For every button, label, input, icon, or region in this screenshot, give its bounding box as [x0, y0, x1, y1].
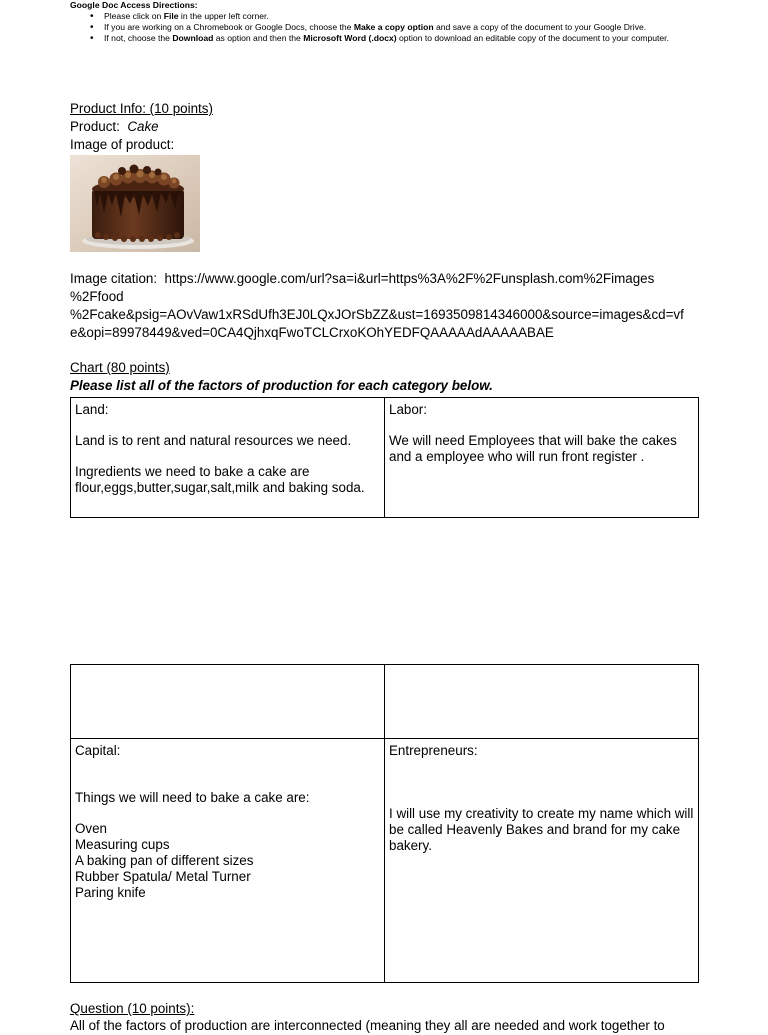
labor-cell — [385, 398, 699, 518]
citation-line — [70, 270, 700, 288]
list-item: Oven — [75, 821, 108, 836]
product-value: Cake — [127, 119, 159, 134]
capital-label: Capital: — [75, 743, 121, 758]
direction-bold: Microsoft Word (.docx) — [303, 33, 397, 43]
list-item: A baking pan of different sizes — [75, 853, 254, 868]
question-heading: Question (10 points): — [70, 1001, 195, 1016]
entrepreneurs-text: I will use my creativity to create my name which will be called Heavenly Bakes and brand for my cake bakery. — [389, 806, 694, 853]
capital-intro: Things we will need to bake a cake are: — [75, 790, 310, 805]
chart-instruction: Please list all of the factors of production for each category below. — [70, 378, 493, 393]
direction-text: as option and then the — [213, 33, 304, 43]
direction-bold: Make a copy option — [353, 22, 434, 32]
list-item: Paring knife — [75, 885, 146, 900]
citation-url-part: %2Ffood — [70, 289, 124, 304]
direction-item — [90, 22, 710, 33]
direction-text: and save a copy of the document to your Google Drive. — [433, 22, 647, 32]
direction-text: If not, choose the — [104, 33, 173, 43]
entrepreneurs-label: Entrepreneurs: — [389, 743, 478, 758]
labor-text: We will need Employees that will bake the cakes and a employee who will run front register . — [389, 433, 677, 464]
factors-table-top — [70, 397, 699, 518]
question-text: All of the factors of production are interconnected (meaning they all are needed and work together to — [70, 1018, 665, 1033]
product-info — [70, 100, 213, 154]
table-row — [71, 665, 699, 739]
direction-item — [90, 33, 710, 44]
empty-cell — [71, 665, 385, 739]
direction-item — [90, 11, 710, 22]
directions-title: Google Doc Access Directions: — [70, 0, 198, 10]
image-label: Image of product: — [70, 137, 175, 152]
capital-cell — [71, 739, 385, 983]
citation-label: Image citation: — [70, 271, 158, 286]
cake-image — [70, 155, 200, 252]
direction-text: option to download an editable copy of the document to your computer. — [396, 33, 669, 43]
list-item: Rubber Spatula/ Metal Turner — [75, 869, 251, 884]
direction-text: If you are working on a Chromebook or Google Docs, choose the — [104, 22, 354, 32]
chart-heading: Chart (80 points) — [70, 360, 170, 375]
land-text: Ingredients we need to bake a cake are flour,eggs,butter,sugar,salt,milk and baking soda. — [75, 464, 365, 495]
access-directions — [70, 0, 710, 44]
direction-bold: File — [163, 11, 179, 21]
land-label: Land: — [75, 402, 109, 417]
entrepreneurs-cell — [385, 739, 699, 983]
citation-url-part: e&opi=89978449&ved=0CA4QjhxqFwoTCLCrxoKOhYEDFQAAAAAdAAAAABAE — [70, 325, 554, 340]
image-citation — [70, 270, 700, 342]
citation-url-part: https://www.google.com/url?sa=i&url=https%3A%2F%2Funsplash.com%2Fimages — [164, 271, 655, 286]
table-row — [71, 739, 699, 983]
empty-cell — [385, 665, 699, 739]
land-cell — [71, 398, 385, 518]
table-row — [71, 398, 699, 518]
direction-text: in the upper left corner. — [178, 11, 269, 21]
land-text: Land is to rent and natural resources we need. — [75, 433, 352, 448]
product-label: Product: — [70, 119, 120, 134]
direction-bold: Download — [172, 33, 214, 43]
citation-url-part: %2Fcake&psig=AOvVaw1xRSdUfh3EJ0LQxJOrSbZZ&ust=1693509814346000&source=images&cd=vf — [70, 307, 684, 322]
capital-list — [75, 821, 380, 901]
chart-section-header — [70, 359, 493, 395]
product-line — [70, 118, 213, 136]
labor-label: Labor: — [389, 402, 427, 417]
factors-table-bottom — [70, 664, 699, 983]
direction-text: Please click on — [104, 11, 164, 21]
directions-list — [90, 11, 710, 44]
list-item: Measuring cups — [75, 837, 170, 852]
product-info-heading: Product Info: (10 points) — [70, 101, 213, 116]
